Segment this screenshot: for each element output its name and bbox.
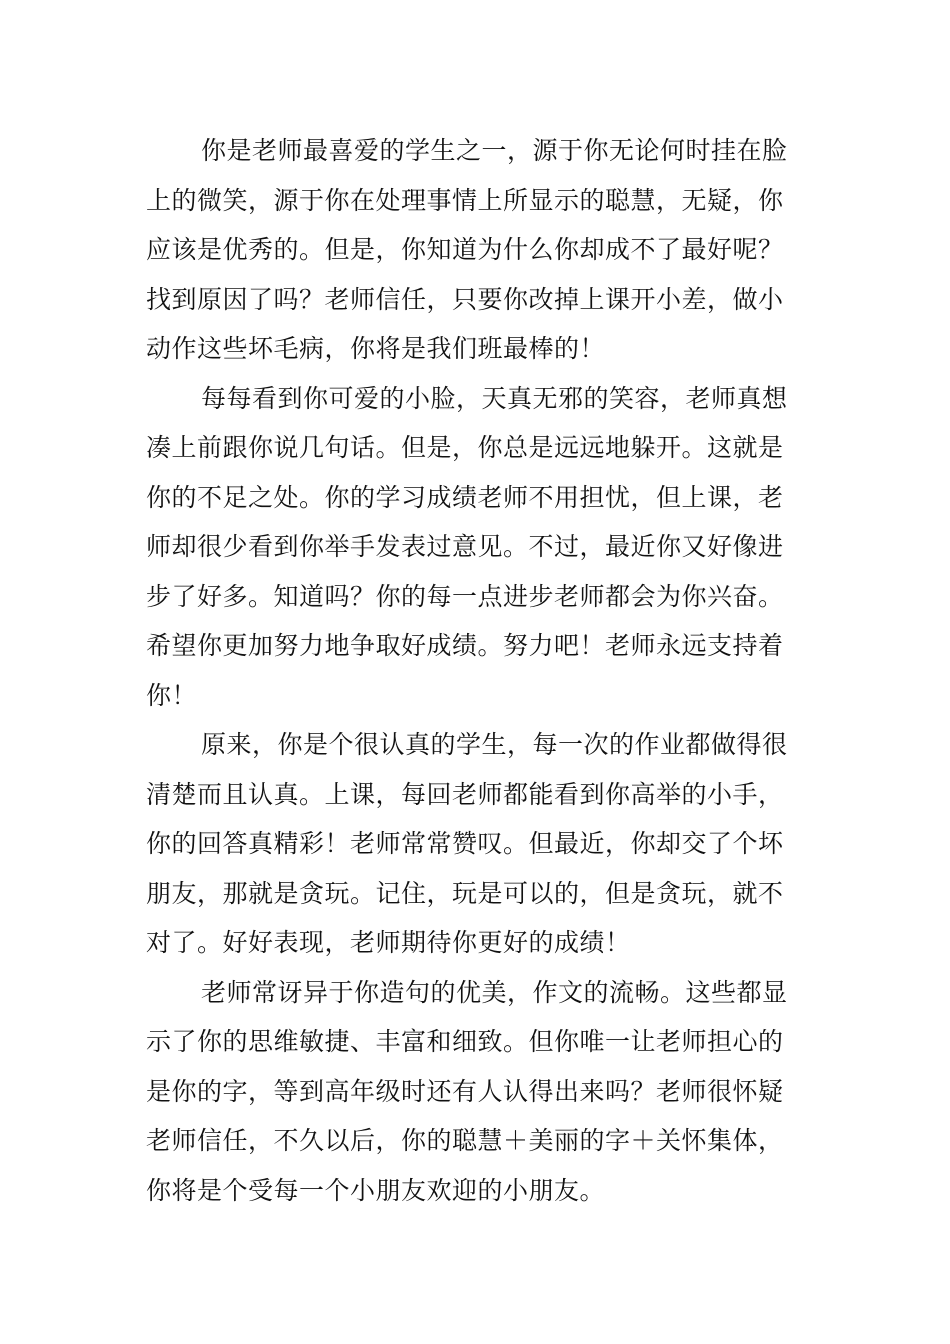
text-line: 你将是个受每一个小朋友欢迎的小朋友。 [146, 1175, 606, 1205]
text-line: 老师常讶异于你造句的优美，作文的流畅。这些都显 [201, 977, 788, 1007]
text-line: 是你的字，等到高年级时还有人认得出来吗？老师很怀疑 [146, 1076, 784, 1106]
text-line: 清楚而且认真。上课，每回老师都能看到你高举的小手， [146, 779, 784, 809]
text-line: 你的不足之处。你的学习成绩老师不用担忧，但上课，老 [146, 482, 784, 512]
text-line: 你！ [146, 680, 198, 710]
paragraph-4 [146, 968, 811, 1216]
text-line: 朋友，那就是贪玩。记住，玩是可以的，但是贪玩，就不 [146, 878, 784, 908]
text-line: 示了你的思维敏捷、丰富和细致。但你唯一让老师担心的 [146, 1027, 784, 1056]
paragraph-3 [146, 720, 811, 968]
text-line: 步了好多。知道吗？你的每一点进步老师都会为你兴奋。 [146, 581, 784, 611]
text-line: 原来，你是个很认真的学生，每一次的作业都做得很 [201, 730, 788, 759]
text-line: 动作这些坏毛病，你将是我们班最棒的！ [146, 334, 606, 363]
text-line: 找到原因了吗？老师信任，只要你改掉上课开小差，做小 [146, 284, 784, 314]
paragraph-1 [146, 126, 811, 374]
text-line: 师却很少看到你举手发表过意见。不过，最近你又好像进 [146, 532, 784, 561]
text-line: 老师信任，不久以后，你的聪慧＋美丽的字＋关怀集体， [146, 1126, 784, 1155]
document-body [146, 126, 811, 1215]
text-line: 对了。好好表现，老师期待你更好的成绩！ [146, 928, 631, 957]
text-line: 每每看到你可爱的小脸，天真无邪的笑容，老师真想 [201, 383, 788, 413]
text-line: 上的微笑，源于你在处理事情上所显示的聪慧，无疑，你 [146, 185, 784, 215]
text-line: 你是老师最喜爱的学生之一，源于你无论何时挂在脸 [201, 136, 788, 165]
text-line: 你的回答真精彩！老师常常赞叹。但最近，你却交了个坏 [146, 829, 784, 858]
text-line: 应该是优秀的。但是，你知道为什么你却成不了最好呢？ [146, 235, 784, 264]
text-line: 希望你更加努力地争取好成绩。努力吧！老师永远支持着 [146, 631, 784, 660]
text-line: 凑上前跟你说几句话。但是，你总是远远地躲开。这就是 [146, 433, 784, 462]
paragraph-2 [146, 374, 811, 721]
